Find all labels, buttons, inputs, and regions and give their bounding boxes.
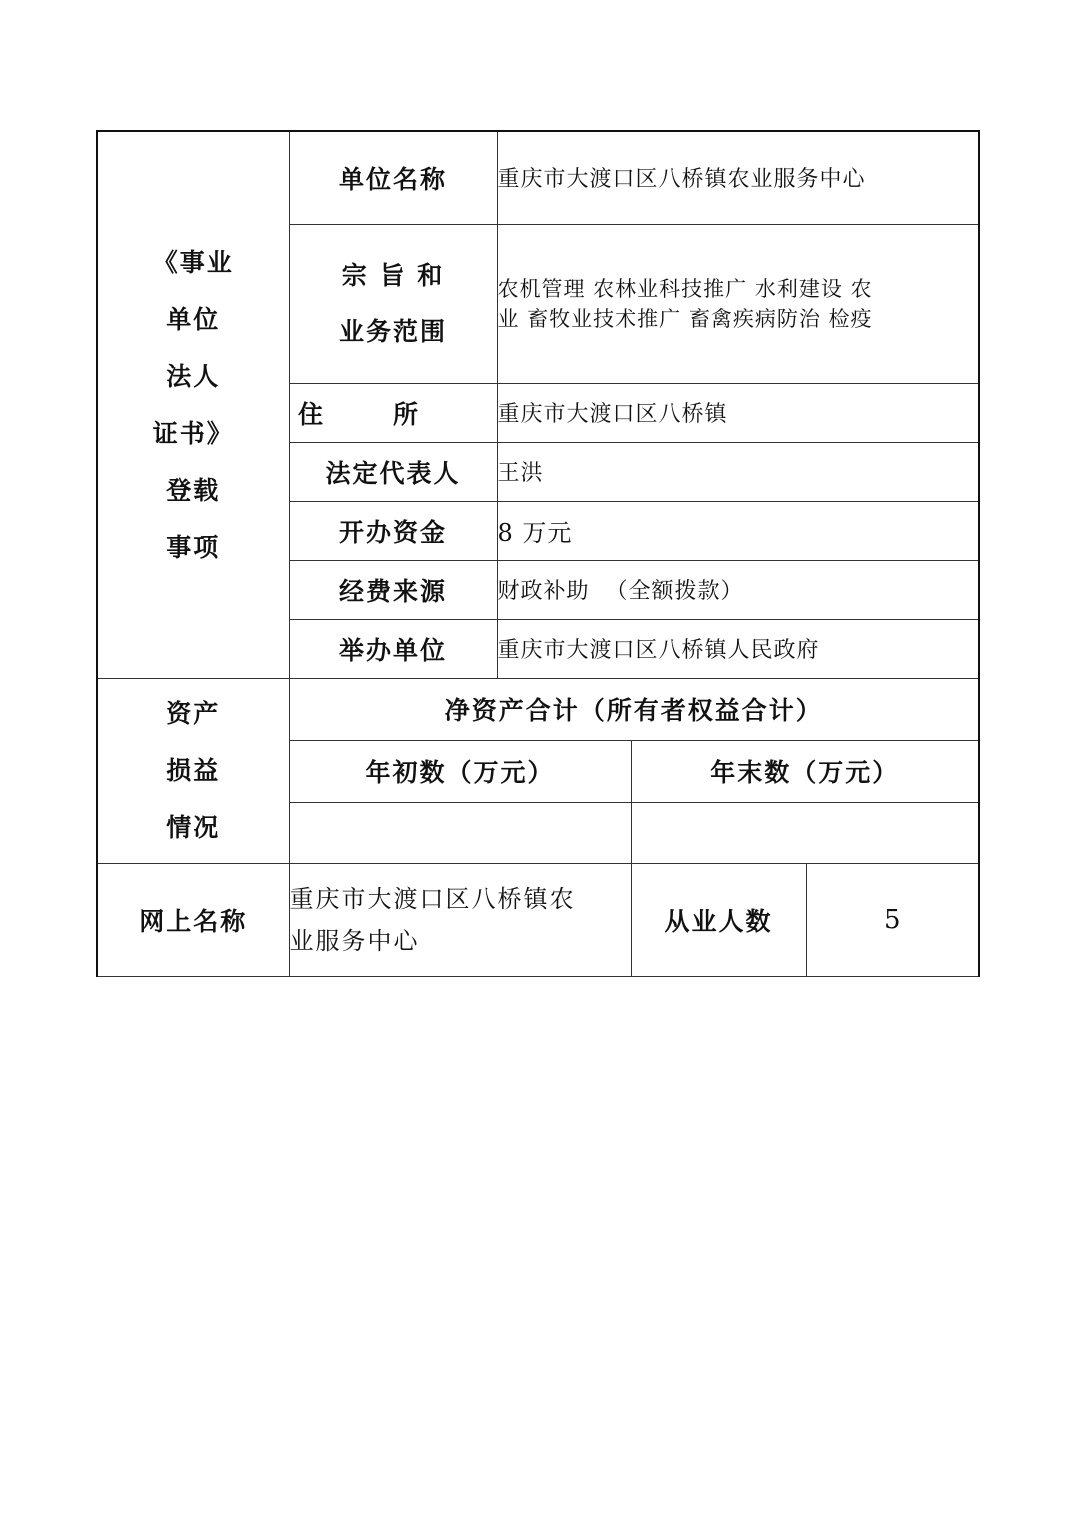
legal-rep-label: 法定代表人 bbox=[289, 442, 497, 501]
sponsor-value: 重庆市大渡口区八桥镇人民政府 bbox=[497, 619, 979, 678]
begin-year-value bbox=[289, 802, 631, 863]
scope-value: 农机管理 农林业科技推广 水利建设 农 业 畜牧业技术推广 畜禽疾病防治 检疫 bbox=[497, 224, 979, 383]
staff-count-value: 5 bbox=[806, 863, 979, 976]
unit-name-value: 重庆市大渡口区八桥镇农业服务中心 bbox=[497, 131, 979, 224]
address-value: 重庆市大渡口区八桥镇 bbox=[497, 383, 979, 442]
capital-label: 开办资金 bbox=[289, 501, 497, 560]
online-name-value: 重庆市大渡口区八桥镇农 业服务中心 bbox=[289, 863, 631, 976]
end-year-label: 年末数（万元） bbox=[631, 740, 979, 802]
capital-value: 8 万元 bbox=[497, 501, 979, 560]
assets-title: 资产 损益 情况 bbox=[166, 699, 221, 842]
end-year-value bbox=[631, 802, 979, 863]
online-name-label: 网上名称 bbox=[97, 863, 289, 976]
net-assets-header: 净资产合计（所有者权益合计） bbox=[289, 678, 979, 740]
address-label: 住所 bbox=[289, 383, 497, 442]
scope-label: 宗 旨 和 业务范围 bbox=[289, 224, 497, 383]
certificate-title-cell bbox=[97, 131, 289, 678]
staff-count-label: 从业人数 bbox=[631, 863, 806, 976]
registration-table bbox=[96, 130, 980, 977]
funding-value: 财政补助 （全额拨款） bbox=[497, 560, 979, 619]
begin-year-label: 年初数（万元） bbox=[289, 740, 631, 802]
sponsor-label: 举办单位 bbox=[289, 619, 497, 678]
certificate-title: 《事业 单位 法人 证书》 登载 事项 bbox=[152, 247, 234, 562]
funding-label: 经费来源 bbox=[289, 560, 497, 619]
legal-rep-value: 王洪 bbox=[497, 442, 979, 501]
unit-name-label: 单位名称 bbox=[289, 131, 497, 224]
assets-title-cell bbox=[97, 678, 289, 863]
